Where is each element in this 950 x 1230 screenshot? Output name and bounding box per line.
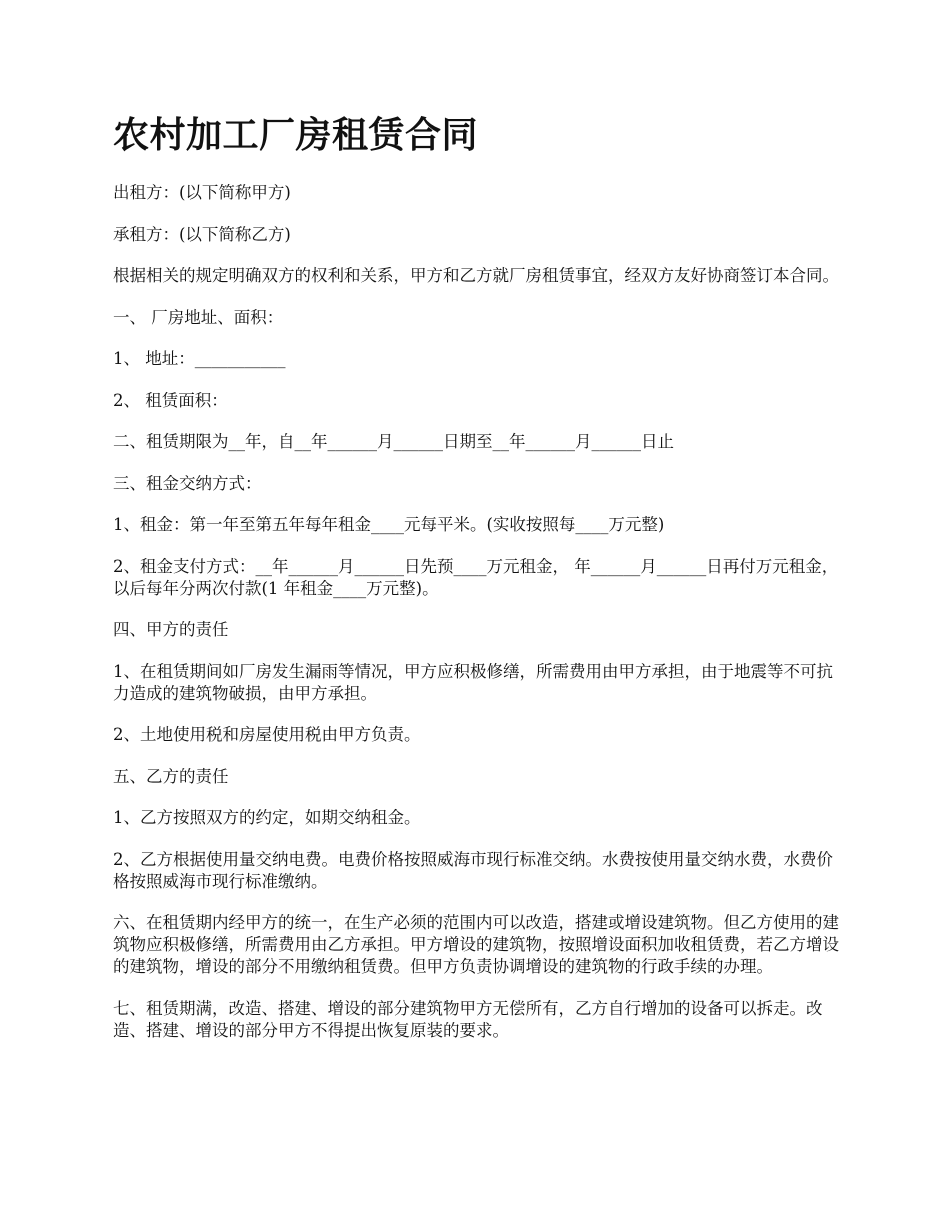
section-heading-lease-term: 二、租赁期限为__年，自__年______月______日期至__年______月______日止 bbox=[113, 432, 674, 451]
document-title: 农村加工厂房租赁合同 bbox=[113, 115, 479, 156]
paragraph-party-a-repairs: 1、在租赁期间如厂房发生漏雨等情况，甲方应积极修缮，所需费用由甲方承担，由于地震等不可抗力造成的建筑物破损，由甲方承担。 bbox=[113, 661, 833, 703]
paragraph-address: 1、 地址：___________ bbox=[113, 349, 286, 368]
section-modifications: 六、在租赁期内经甲方的统一，在生产必须的范围内可以改造，搭建或增设建筑物。但乙方使用的建筑物应积极修缮，所需费用由乙方承担。甲方增设的建筑物，按照增设面积加收租赁费，若乙方增设的建筑物，增设的部分不用缴纳租赁费。但甲方负责协调增设的建筑物的行政手续的办理。 bbox=[113, 913, 839, 976]
paragraph-party-b-utilities: 2、乙方根据使用量交纳电费。电费价格按照威海市现行标准交纳。水费按使用量交纳水费，水费价格按照威海市现行标准缴纳。 bbox=[113, 849, 833, 891]
paragraph-preamble: 根据相关的规定明确双方的权利和关系，甲方和乙方就厂房租赁事宜，经双方友好协商签订本合同。 bbox=[113, 266, 839, 285]
section-heading-party-b-duties: 五、乙方的责任 bbox=[113, 766, 229, 786]
section-heading-address-area: 一、 厂房地址、面积： bbox=[113, 307, 284, 327]
paragraph-payment-method: 2、租金支付方式：__年______月______日先预____万元租金， 年______月______日再付万元租金，以后每年分两次付款(1 年租金____万元整)。 bbox=[113, 556, 839, 598]
paragraph-party-b-rent: 1、乙方按照双方的约定，如期交纳租金。 bbox=[113, 808, 421, 827]
paragraph-party-a-taxes: 2、土地使用税和房屋使用税由甲方负责。 bbox=[113, 725, 421, 744]
paragraph-lessee: 承租方：(以下简称乙方) bbox=[113, 224, 291, 244]
section-heading-rent-payment: 三、租金交纳方式： bbox=[113, 473, 262, 493]
document-page bbox=[113, 112, 843, 1061]
paragraph-rental-area: 2、 租赁面积： bbox=[113, 390, 228, 410]
section-lease-expiry: 七、租赁期满，改造、搭建、增设的部分建筑物甲方无偿所有，乙方自行增加的设备可以拆走。改造、搭建、增设的部分甲方不得提出恢复原装的要求。 bbox=[113, 998, 823, 1040]
paragraph-lessor: 出租方：(以下简称甲方) bbox=[113, 183, 291, 202]
section-heading-party-a-duties: 四、甲方的责任 bbox=[113, 620, 229, 639]
paragraph-rent: 1、租金：第一年至第五年每年租金____元每平米。(实收按照每____万元整) bbox=[113, 515, 665, 534]
